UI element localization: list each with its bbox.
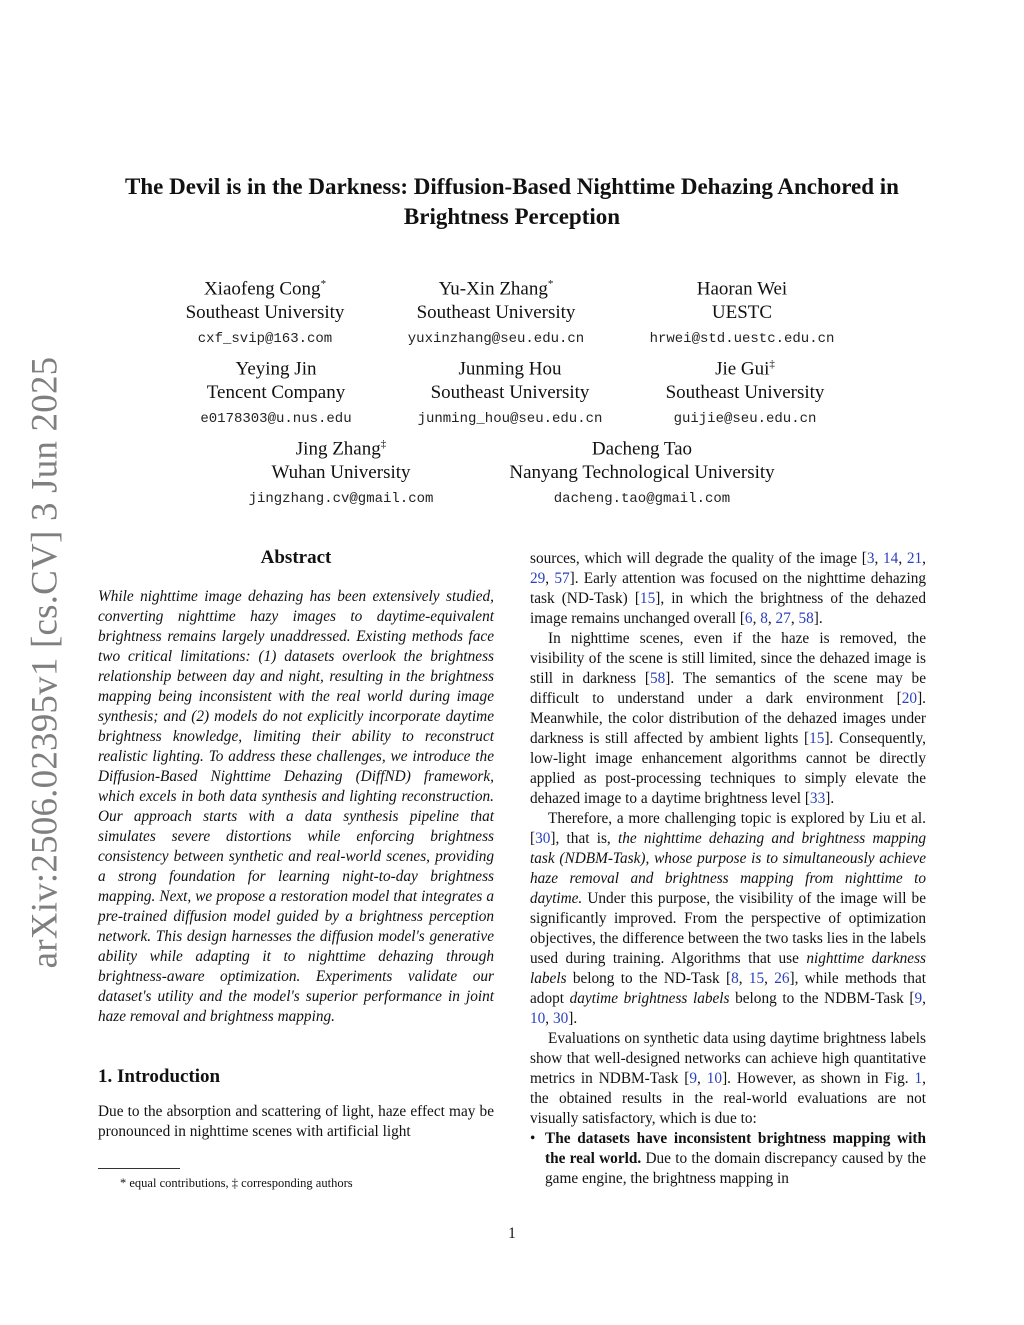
citation-link[interactable]: 14 [883,550,899,567]
citation-link[interactable]: 20 [901,690,918,707]
abstract-heading: Abstract [260,547,332,568]
author-email[interactable]: guijie@seu.edu.cn [673,411,817,428]
author-name: Jing Zhang [295,438,381,460]
author-affiliation: Southeast University [185,302,345,324]
author-block [612,272,872,349]
arxiv-stamp-text: arXiv:2506.02395v1 [cs.CV] 3 Jun 2025 [24,356,66,969]
citation-link[interactable]: 6 [744,610,753,627]
bullet-item [530,1129,926,1189]
author-block [492,432,792,509]
paragraph: sources, which will degrade the quality of the image [3, 14, 21, 29, 57]. Early attention was focused on the nighttime dehazing task (ND-Task) [15], in which the brightness of the dehazed image remains unchanged overall [6, 8, 27, 58]. [530,550,926,627]
page-number: 1 [508,1225,516,1242]
author-name: Yu-Xin Zhang [438,278,548,300]
citation-link[interactable]: 8 [731,970,739,987]
author-mark: ‡ [380,438,387,450]
author-name: Xiaofeng Cong [203,278,321,300]
author-name: Haoran Wei [696,278,788,300]
author-name: Jie Gui [715,358,770,380]
author-email[interactable]: cxf_svip@163.com [197,331,333,348]
author-email[interactable]: junming_hou@seu.edu.cn [417,411,603,428]
citation-link[interactable]: 15 [639,590,656,607]
bullet-text: Due to the domain discrepancy caused by the game engine, the brightness mapping in [545,1150,927,1187]
citation-link[interactable]: 26 [774,970,790,987]
citation-link[interactable]: 10 [530,1010,546,1027]
author-block [380,352,640,429]
bullet-dot: • [530,1130,536,1147]
author-mark: * [320,278,327,290]
citation-link[interactable]: 10 [706,1070,723,1087]
intro-text: Due to the absorption and scattering of light, haze effect may be pronounced in nighttime scenes with artificial light [98,1103,494,1140]
author-block [211,432,471,509]
footnote-rule [98,1168,180,1169]
citation-link[interactable]: 3 [866,550,875,567]
citation-link[interactable]: 15 [748,970,765,987]
author-block [135,272,395,349]
author-name: Yeying Jin [235,358,317,380]
author-email[interactable]: e0178303@u.nus.edu [200,411,352,428]
citation-link[interactable]: 29 [530,570,546,587]
author-mark: ‡ [769,358,775,370]
intro-heading: 1. Introduction [98,1066,221,1087]
author-affiliation: Wuhan University [271,462,411,484]
citation-link[interactable]: 58 [649,670,666,687]
paper-title [90,172,934,232]
citation-link[interactable]: 33 [809,790,826,807]
abstract-text: While nighttime image dehazing has been extensively studied, converting nighttime hazy images to daytime-equivalent brightness remains largely unaddressed. Existing methods face two critical limitations: (1) datasets overlook the brightness relationship between day and night, resulting in the brightness mapping being inconsistent with the real world during image synthesis; and (2) models do not explicitly incorporate daytime brightness knowledge, limiting their ability to reconstruct realistic lighting. To address these challenges, we introduce the Diffusion-Based Nighttime Dehazing (DiffND) framework, which excels in both data synthesis and lighting reconstruction. Our approach starts with a data synthesis pipeline that simulates severe distortions while enforcing brightness consistency between synthetic and real-world scenes, providing a strong foundation for learning night-to-day brightness mapping. Next, we propose a restoration model that integrates a pre-trained diffusion model guided by a brightness perception network. This design harnesses the diffusion model's generative ability while adapting it to nighttime dehazing through brightness-aware optimization. Experiments validate our dataset's utility and the model's superior performance in joint haze removal and brightness mapping. [98,588,494,1025]
footnote [98,1168,494,1191]
footnote-text: * equal contributions, ‡ corresponding authors [120,1176,353,1190]
author-email[interactable]: jingzhang.cv@gmail.com [248,491,434,508]
citation-link[interactable]: 15 [809,730,825,747]
citation-link[interactable]: 8 [760,610,768,627]
author-block [366,272,626,349]
bullet-lead: The datasets have inconsistent brightness mapping with the real world. [545,1130,926,1167]
paragraph: Evaluations on synthetic data using daytime brightness labels show that well-designed networks can achieve high quantitative metrics in NDBM-Task [9, 10]. However, as shown in Fig. 1, the obtained results in the real-world evaluations are not visually satisfactory, which is due to: [530,1030,926,1127]
citation-link[interactable]: 9 [689,1070,698,1087]
author-block [146,352,406,429]
paragraph: In nighttime scenes, even if the haze is removed, the visibility of the scene is still limited, since the dehazed image is still in darkness [58]. The semantics of the scene may be difficult to understand under a dark environment [20]. Meanwhile, the color distribution of the dehazed images under darkness is still affected by ambient lights [15]. Consequently, low-light image enhancement algorithms cannot be directly applied as post-processing techniques to simply elevate the dehazed image to a daytime brightness level [33]. [530,630,926,807]
author-name: Junming Hou [458,358,562,380]
citation-link[interactable]: 21 [906,550,923,567]
citation-link[interactable]: 30 [535,830,551,847]
citation-link[interactable]: 27 [775,610,791,627]
figure-link[interactable]: 1 [914,1070,923,1087]
author-affiliation: Nanyang Technological University [509,462,775,484]
arxiv-stamp [20,356,70,969]
paragraph: Therefore, a more challenging topic is explored by Liu et al. [30], that is, the nighttime dehazing and brightness mapping task (NDBM-Task), whose purpose is to simultaneously achieve haze removal and brightness mapping from nighttime to daytime. Under this purpose, the visibility of the image will be significantly improved. From the perspective of optimization objectives, the difference between the two tasks lies in the labels used during training. Algorithms that use nighttime darkness labels belong to the ND-Task [8, 15, 26], while methods that adopt daytime brightness labels belong to the NDBM-Task [9, 10, 30]. [530,810,926,1027]
author-email[interactable]: hrwei@std.uestc.edu.cn [649,331,835,348]
paper-title-line-2: Brightness Perception [403,204,621,229]
author-mark: * [547,278,554,290]
citation-link[interactable]: 57 [554,570,570,587]
citation-link[interactable]: 30 [552,1010,569,1027]
author-affiliation: Southeast University [416,302,576,324]
left-column [98,546,494,1142]
author-block [615,352,875,429]
citation-link[interactable]: 9 [914,990,923,1007]
author-email[interactable]: dacheng.tao@gmail.com [553,491,731,508]
citation-link[interactable]: 58 [798,610,814,627]
author-affiliation: Tencent Company [206,382,346,404]
author-affiliation: UESTC [711,302,773,324]
author-affiliation: Southeast University [665,382,825,404]
paper-title-line-1: The Devil is in the Darkness: Diffusion-Based Nighttime Dehazing Anchored in [125,174,899,199]
author-affiliation: Southeast University [430,382,590,404]
author-email[interactable]: yuxinzhang@seu.edu.cn [407,331,585,348]
right-column [530,549,926,1189]
author-name: Dacheng Tao [591,438,693,460]
